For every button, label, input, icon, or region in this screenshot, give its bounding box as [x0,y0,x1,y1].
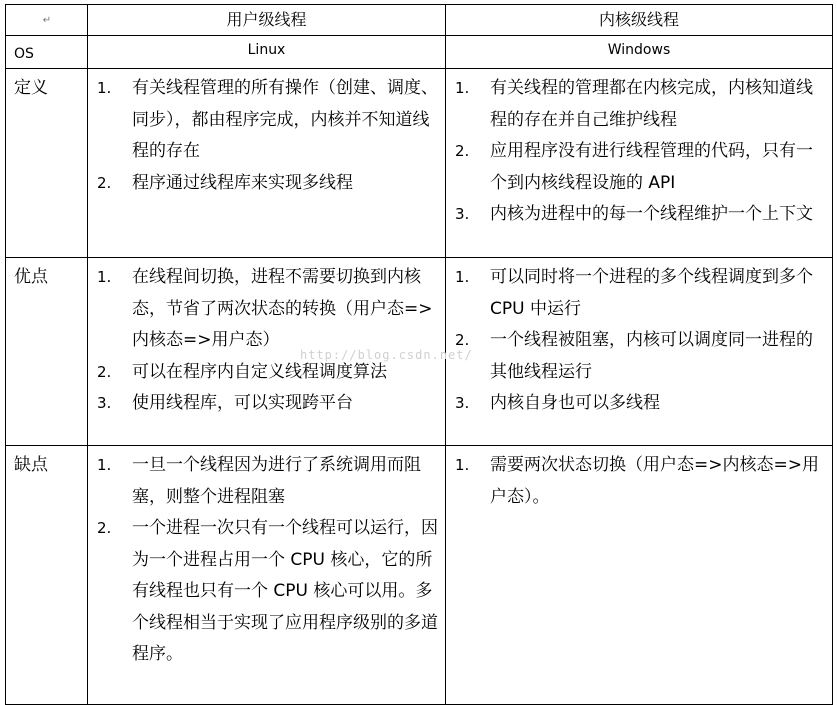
disadvantages-user-cell [88,446,446,705]
list-item: 2. 一个进程一次只有一个线程可以运行，因为一个进程占用一个 CPU 核心，它的所有线程也只有一个 CPU 核心可以用。多个线程相当于实现了应用程序级别的多道程序。 [97,518,438,664]
os-user-value: Linux [88,36,446,69]
list-item: 2. 应用程序没有进行线程管理的代码，只有一个到内核线程设施的 API [455,141,813,193]
corner-cell [6,5,88,36]
list-item: 3. 内核自身也可以多线程 [455,393,660,413]
os-kernel-value: Windows [446,36,833,69]
list-item: 1. 有关线程的管理都在内核完成，内核知道线程的存在并自己维护线程 [455,78,813,130]
list-item: 1. 可以同时将一个进程的多个线程调度到多个 CPU 中运行 [455,267,813,319]
os-row [6,36,833,69]
list-item: 3. 内核为进程中的每一个线程维护一个上下文 [455,204,813,224]
definition-user-list [88,69,445,199]
header-user-level: 用户级线程 [88,5,446,36]
advantages-kernel-cell [446,258,833,446]
watermark: http://blog.csdn.net/ [300,348,473,362]
definition-user-cell [88,69,446,258]
list-item: 1. 有关线程管理的所有操作（创建、调度、同步），都由程序完成，内核并不知道线程的存在 [97,78,438,161]
disadvantages-kernel-list [446,446,832,513]
row-label: 定义 [6,69,88,258]
row-disadvantages [6,446,833,705]
row-label: 缺点 [6,446,88,705]
list-item: 3. 使用线程库，可以实现跨平台 [97,393,353,413]
header-kernel-level: 内核级线程 [446,5,833,36]
disadvantages-user-list [88,446,445,671]
list-item: 2. 一个线程被阻塞，内核可以调度同一进程的其他线程运行 [455,330,813,382]
definition-kernel-list [446,69,832,231]
list-item: 1. 一旦一个线程因为进行了系统调用而阻塞，则整个进程阻塞 [97,455,421,507]
advantages-user-list [88,258,445,420]
list-item: 2. 程序通过线程库来实现多线程 [97,172,353,193]
definition-kernel-cell [446,69,833,258]
list-item: 1. 在线程间切换，进程不需要切换到内核态，节省了两次状态的转换（用户态=>内核态=>用户态） [97,267,433,350]
paragraph-mark-icon: ↵ [42,15,52,26]
list-item: 2. 可以在程序内自定义线程调度算法 [97,361,387,382]
header-row [6,5,833,36]
row-definition [6,69,833,258]
os-label: OS [6,36,88,69]
disadvantages-kernel-cell [446,446,833,705]
list-item: 1. 需要两次状态切换（用户态=>内核态=>用户态）。 [455,455,819,507]
row-label: 优点 [6,258,88,446]
advantages-kernel-list [446,258,832,420]
